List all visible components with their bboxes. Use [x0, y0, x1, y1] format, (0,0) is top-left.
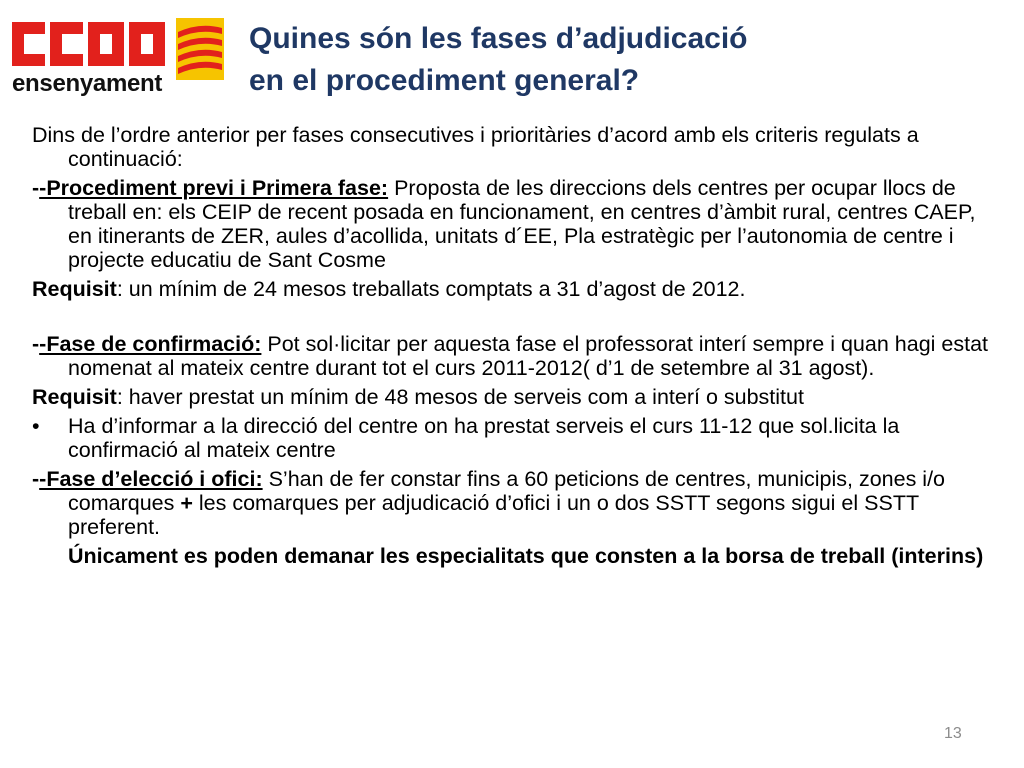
slide-body	[32, 123, 1002, 573]
requisit-2-label: Requisit	[32, 385, 117, 409]
confirmacio-paragraph	[32, 332, 1002, 380]
confirmacio-text: Pot sol·licitar per aquesta fase el professorat interí sempre i quan hagi estat nomenat al mateix centre durant tot el curs 2011-2012( d’1 de setembre al 31 agost).	[68, 332, 989, 380]
ccoo-letters-logo	[10, 18, 168, 70]
logo-wordmark: ensenyament	[12, 70, 163, 97]
eleccio-label-text: -Fase d’elecció i ofici:	[39, 467, 263, 491]
spacer	[32, 306, 1002, 332]
requisit-2-text: : haver prestat un mínim de 48 mesos de serveis com a interí o substitut	[116, 385, 804, 409]
primera-fase-text: Proposta de les direccions dels centres per ocupar llocs de treball en: els CEIP de recent posada en funcionament, en centres d’àmbit rural, centres CAEP, en itinerants de ZER, aules d’acollida, unitats d´EE, Pla estratègic per l’autonomia de centre i projecte educatiu de Sant Cosme	[68, 176, 976, 272]
page-number: 13	[944, 725, 962, 742]
requisit-1-paragraph	[32, 277, 1002, 301]
primera-fase-label: --Procediment previ i Primera fase:	[32, 176, 389, 200]
bullet-item	[32, 414, 1002, 462]
plus-sign: +	[180, 491, 193, 515]
eleccio-text-a: S’han de fer constar fins a 60 peticions de centres, municipis, zones i/o comarques	[68, 467, 946, 515]
eleccio-label: --Fase d’elecció i ofici:	[32, 467, 263, 491]
slide-title	[249, 18, 989, 102]
ccoo-ensenyament-logo	[10, 18, 222, 98]
confirmacio-label: --Fase de confirmació:	[32, 332, 262, 356]
catalan-flag-icon	[176, 18, 224, 88]
eleccio-paragraph	[32, 467, 1002, 539]
primera-fase-label-text: -Procediment previ i Primera fase:	[39, 176, 389, 200]
intro-paragraph	[32, 123, 1002, 171]
eleccio-text-b: les comarques per adjudicació d’ofici i un o dos SSTT segons sigui el SSTT preferent.	[68, 491, 919, 539]
unicament-note: Únicament es poden demanar les especialitats que consten a la borsa de treball (interins)	[68, 544, 984, 568]
bullet-icon: •	[32, 414, 40, 438]
confirmacio-label-text: -Fase de confirmació:	[39, 332, 262, 356]
requisit-1-text: : un mínim de 24 mesos treballats comptats a 31 d’agost de 2012.	[116, 277, 746, 301]
bullet-text: Ha d’informar a la direcció del centre on ha prestat serveis el curs 11-12 que sol.licita la confirmació al mateix centre	[68, 414, 900, 462]
requisit-1-label: Requisit	[32, 277, 117, 301]
intro-text: Dins de l’ordre anterior per fases consecutives i prioritàries d’acord amb els criteris regulats a continuació:	[32, 123, 919, 171]
title-line-2: en el procediment general?	[249, 64, 640, 97]
title-line-1: Quines són les fases d’adjudicació	[249, 22, 748, 55]
requisit-2-paragraph	[32, 385, 1002, 409]
primera-fase-paragraph	[32, 176, 1002, 272]
